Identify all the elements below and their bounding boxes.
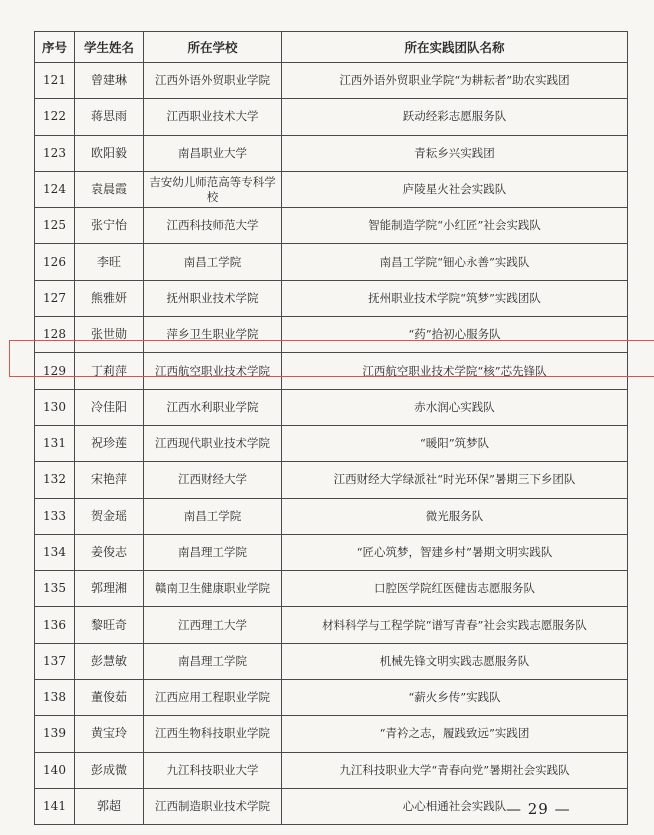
student-name-cell: 彭成微: [75, 752, 144, 788]
team-name-cell: 南昌工学院“钿心永善”实践队: [282, 244, 628, 280]
team-name-cell: 九江科技职业大学“青春向党”暑期社会实践队: [282, 752, 628, 788]
team-name-cell: 微光服务队: [282, 498, 628, 534]
row-number-cell: 129: [35, 353, 75, 389]
team-name-cell: “匠心筑梦，智建乡村”暑期文明实践队: [282, 534, 628, 570]
school-cell: 南昌工学院: [144, 244, 282, 280]
team-name-cell: 江西外语外贸职业学院“为耕耘者”助农实践团: [282, 63, 628, 99]
table-row: [35, 571, 628, 607]
school-cell: 江西科技师范大学: [144, 208, 282, 244]
student-name-cell: 蒋思雨: [75, 99, 144, 135]
student-name-cell: 黄宝玲: [75, 716, 144, 752]
team-name-cell: 江西财经大学绿派社“时光环保”暑期三下乡团队: [282, 462, 628, 498]
team-name-cell: 青耘乡兴实践团: [282, 135, 628, 171]
table-row: [35, 716, 628, 752]
row-number-cell: 135: [35, 571, 75, 607]
student-name-cell: 董俊茹: [75, 680, 144, 716]
row-number-cell: 124: [35, 171, 75, 207]
page-number: — 29 —: [506, 800, 571, 818]
header-no: 序号: [35, 32, 75, 63]
row-number-cell: 136: [35, 607, 75, 643]
school-cell: 南昌理工学院: [144, 534, 282, 570]
row-number-cell: 131: [35, 425, 75, 461]
table-row: [35, 244, 628, 280]
student-name-cell: 宋艳萍: [75, 462, 144, 498]
header-team-name: 所在实践团队名称: [282, 32, 628, 63]
row-number-cell: 140: [35, 752, 75, 788]
student-name-cell: 袁晨霞: [75, 171, 144, 207]
team-name-cell: 心心相通社会实践队: [282, 788, 628, 824]
team-name-cell: 材料科学与工程学院“谱写青春”社会实践志愿服务队: [282, 607, 628, 643]
student-name-cell: 彭慧敏: [75, 643, 144, 679]
school-cell: 江西航空职业技术学院: [144, 353, 282, 389]
row-number-cell: 125: [35, 208, 75, 244]
table-row: [35, 171, 628, 207]
table-row: [35, 208, 628, 244]
school-cell: 萍乡卫生职业学院: [144, 317, 282, 353]
school-cell: 江西现代职业技术学院: [144, 425, 282, 461]
school-cell: 南昌职业大学: [144, 135, 282, 171]
student-name-cell: 郭理湘: [75, 571, 144, 607]
school-cell: 赣南卫生健康职业学院: [144, 571, 282, 607]
school-cell: 吉安幼儿师范高等专科学校: [144, 171, 282, 207]
header-school: 所在学校: [144, 32, 282, 63]
row-number-cell: 137: [35, 643, 75, 679]
table-header: [35, 32, 628, 63]
school-cell: 抚州职业技术学院: [144, 280, 282, 316]
row-number-cell: 128: [35, 317, 75, 353]
team-name-cell: “青衿之志，履践致远”实践团: [282, 716, 628, 752]
student-name-cell: 祝珍莲: [75, 425, 144, 461]
student-name-cell: 欧阳毅: [75, 135, 144, 171]
table-row: [35, 498, 628, 534]
row-number-cell: 127: [35, 280, 75, 316]
row-number-cell: 133: [35, 498, 75, 534]
row-number-cell: 130: [35, 389, 75, 425]
team-name-cell: “药”拾初心服务队: [282, 317, 628, 353]
table-row: [35, 63, 628, 99]
table-row: [35, 425, 628, 461]
team-name-cell: 江西航空职业技术学院“核”芯先锋队: [282, 353, 628, 389]
table-row: [35, 353, 628, 389]
table-row: [35, 99, 628, 135]
table-row: [35, 462, 628, 498]
table-row: [35, 317, 628, 353]
team-name-cell: 庐陵星火社会实践队: [282, 171, 628, 207]
row-number-cell: 138: [35, 680, 75, 716]
table-row: [35, 389, 628, 425]
student-name-cell: 黎旺奇: [75, 607, 144, 643]
school-cell: 江西财经大学: [144, 462, 282, 498]
row-number-cell: 126: [35, 244, 75, 280]
student-name-cell: 张世勋: [75, 317, 144, 353]
row-number-cell: 141: [35, 788, 75, 824]
team-name-cell: 口腔医学院红医健齿志愿服务队: [282, 571, 628, 607]
student-name-cell: 丁莉萍: [75, 353, 144, 389]
table-row: [35, 607, 628, 643]
school-cell: 江西外语外贸职业学院: [144, 63, 282, 99]
table-row: [35, 643, 628, 679]
school-cell: 九江科技职业大学: [144, 752, 282, 788]
row-number-cell: 123: [35, 135, 75, 171]
school-cell: 江西水利职业学院: [144, 389, 282, 425]
header-student-name: 学生姓名: [75, 32, 144, 63]
school-cell: 江西制造职业技术学院: [144, 788, 282, 824]
student-name-cell: 张宁怡: [75, 208, 144, 244]
team-name-cell: “薪火乡传”实践队: [282, 680, 628, 716]
header-row: [35, 32, 628, 63]
row-number-cell: 134: [35, 534, 75, 570]
table-row: [35, 752, 628, 788]
row-number-cell: 139: [35, 716, 75, 752]
student-roster-table: [34, 31, 628, 825]
student-name-cell: 熊雅妍: [75, 280, 144, 316]
row-number-cell: 122: [35, 99, 75, 135]
team-name-cell: 跃动经彩志愿服务队: [282, 99, 628, 135]
table-row: [35, 534, 628, 570]
student-name-cell: 曾建琳: [75, 63, 144, 99]
school-cell: 江西理工大学: [144, 607, 282, 643]
team-name-cell: 抚州职业技术学院“筑梦”实践团队: [282, 280, 628, 316]
student-name-cell: 郭超: [75, 788, 144, 824]
table-row: [35, 680, 628, 716]
table-row: [35, 135, 628, 171]
student-name-cell: 冷佳阳: [75, 389, 144, 425]
school-cell: 南昌理工学院: [144, 643, 282, 679]
team-name-cell: 机械先锋文明实践志愿服务队: [282, 643, 628, 679]
school-cell: 江西应用工程职业学院: [144, 680, 282, 716]
table-body: [35, 63, 628, 825]
school-cell: 江西职业技术大学: [144, 99, 282, 135]
team-name-cell: “暖阳”筑梦队: [282, 425, 628, 461]
school-cell: 南昌工学院: [144, 498, 282, 534]
school-cell: 江西生物科技职业学院: [144, 716, 282, 752]
team-name-cell: 赤水润心实践队: [282, 389, 628, 425]
team-name-cell: 智能制造学院“小红匠”社会实践队: [282, 208, 628, 244]
row-number-cell: 121: [35, 63, 75, 99]
student-name-cell: 李旺: [75, 244, 144, 280]
table-row: [35, 280, 628, 316]
student-name-cell: 贺金瑶: [75, 498, 144, 534]
student-name-cell: 姜俊志: [75, 534, 144, 570]
row-number-cell: 132: [35, 462, 75, 498]
